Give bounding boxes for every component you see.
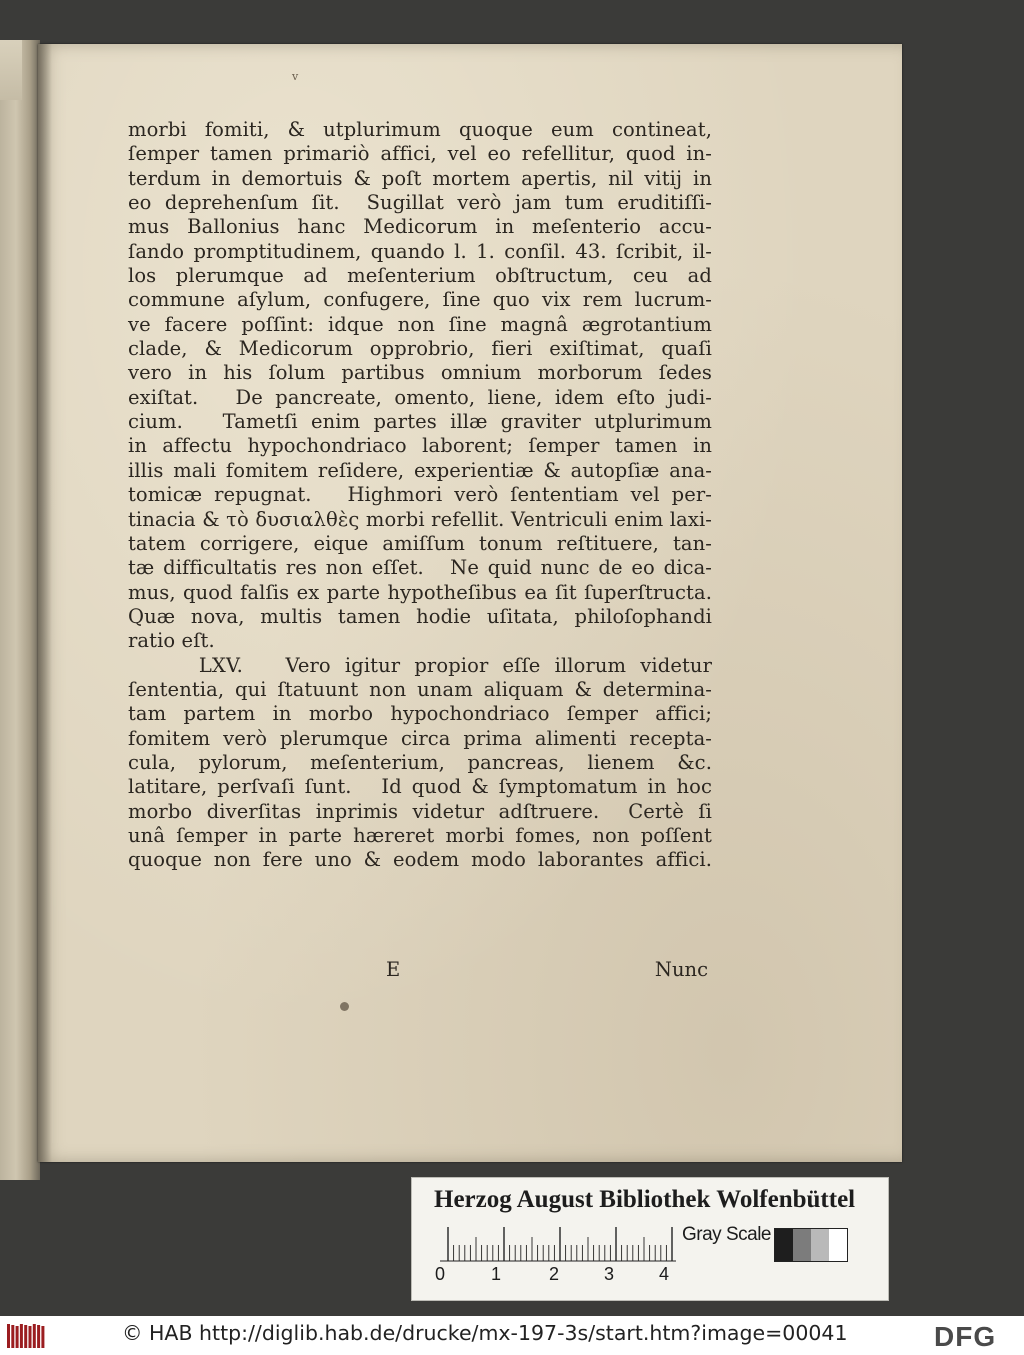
book-spine (33, 1324, 36, 1348)
page-text-block (128, 118, 712, 873)
text-line: commune aſylum, confugere, ſine quo vix rem lucrum- (128, 288, 712, 312)
viewer-footer (0, 1316, 1024, 1355)
text-line: mus, quod falſis ex parte hypotheſibus ea ſit ſuperſtructa. (128, 580, 712, 604)
text-line: terdum in demortuis & poſt mortem apertis, nil vitij in (128, 166, 712, 190)
text-line: illis mali fomitem reſidere, experientiæ & autopſiæ ana- (128, 458, 712, 482)
text-line: unâ ſemper in parte hæreret morbi fomes, non poſſent (128, 823, 712, 847)
book-spine (41, 1326, 44, 1348)
gray-swatch (775, 1229, 793, 1261)
ruler-ticks (448, 1227, 672, 1261)
scale-number-2: 2 (549, 1264, 560, 1284)
gray-scale-swatches (774, 1228, 848, 1262)
text-line: tam partem in morbo hypochondriaco ſemper affici; (128, 702, 712, 726)
text-line: ſemper tamen primariò affici, vel eo refellitur, quod in- (128, 142, 712, 166)
text-line: los plerumque ad meſenterium obſtructum, ceu ad (128, 264, 712, 288)
previous-page-edge (0, 40, 40, 1180)
text-line: eo deprehenſum ſit. Sugillat verò jam tum eruditiſſi- (128, 191, 712, 215)
book-spine (29, 1326, 32, 1348)
text-line: mus Ballonius hanc Medicorum in meſenterio accu- (128, 215, 712, 239)
page-mark: v (292, 70, 299, 83)
text-line: tomicæ repugnat. Highmori verò ſententiam vel per- (128, 483, 712, 507)
text-line: tæ difficultatis res non eſſet. Ne quid nunc de eo dica- (128, 556, 712, 580)
book-spine (20, 1324, 23, 1348)
book-spine (24, 1325, 27, 1348)
measurement-ruler (440, 1226, 676, 1262)
page-footer-line (128, 958, 708, 984)
color-scale-card (411, 1177, 889, 1301)
text-line: fomitem verò plerumque circa prima alimenti recepta- (128, 726, 712, 750)
text-line: latitare, perſvaſi ſunt. Id quod & ſymptomatum in hoc (128, 775, 712, 799)
book-spine (11, 1325, 14, 1348)
library-name: Herzog August Bibliothek Wolfenbüttel (434, 1186, 856, 1213)
hab-bookspines-icon (6, 1322, 46, 1350)
text-line: ve facere poſſint: idque non ſine magnâ ægrotantium (128, 312, 712, 336)
text-line: Quæ nova, multis tamen hodie uſitata, philoſophandi (128, 604, 712, 628)
copyright-url[interactable]: © HAB http://diglib.hab.de/drucke/mx-197-3s/start.htm?image=00041 (122, 1321, 848, 1345)
book-spine (16, 1326, 19, 1348)
text-line: cula, pylorum, meſenterium, pancreas, lienem &c. (128, 750, 712, 774)
text-line: vero in his ſolum partibus omnium morborum ſedes (128, 361, 712, 385)
gray-scale-label: Gray Scale (682, 1224, 771, 1245)
book-spine (37, 1325, 40, 1348)
scale-number-4: 4 (659, 1264, 670, 1284)
gutter-shadow (38, 44, 52, 1162)
text-line: ſententia, qui ſtatuunt non unam aliquam & determina- (128, 677, 712, 701)
dfg-logo (934, 1323, 1018, 1349)
previous-page-corner (0, 40, 22, 100)
scale-number-0: 0 (435, 1264, 446, 1284)
ink-blot (340, 1002, 349, 1011)
text-line: in affectu hypochondriaco laborent; ſemper tamen in (128, 434, 712, 458)
text-line: clade, & Medicorum opprobrio, fieri exiſtimat, quaſi (128, 337, 712, 361)
text-line: tinacia & τὸ δυσιαλθὲς morbi refellit. Ventriculi enim laxi- (128, 507, 712, 531)
gray-swatch (793, 1229, 811, 1261)
text-line: cium. Tametſi enim partes illæ graviter utplurimum (128, 410, 712, 434)
scale-number-3: 3 (604, 1264, 615, 1284)
text-line: ſando promptitudinem, quando l. 1. conſil. 43. ſcribit, il- (128, 239, 712, 263)
text-line: ratio eſt. (128, 629, 215, 653)
signature-mark: E (386, 958, 401, 981)
gray-swatch (811, 1229, 829, 1261)
scale-number-1: 1 (491, 1264, 502, 1284)
text-line: quoque non fere uno & eodem modo laborantes affici. (128, 848, 712, 872)
text-line: morbi fomiti, & utplurimum quoque eum contineat, (128, 118, 712, 141)
text-line: exiſtat. De pancreate, omento, liene, idem eſto judi- (128, 385, 712, 409)
dfg-logo-text: DFG (934, 1323, 997, 1349)
catchword: Nunc (654, 958, 708, 981)
text-line: tatem corrigere, eique amiſſum tonum reſtituere, tan- (128, 531, 712, 555)
book-spine (7, 1324, 10, 1348)
book-spines (7, 1324, 44, 1348)
text-line: LXV. Vero igitur propior eſſe illorum videtur (128, 653, 712, 677)
text-line: morbo diverſitas inprimis videtur adſtruere. Certè ſi (128, 799, 712, 823)
gray-swatch (829, 1229, 847, 1261)
